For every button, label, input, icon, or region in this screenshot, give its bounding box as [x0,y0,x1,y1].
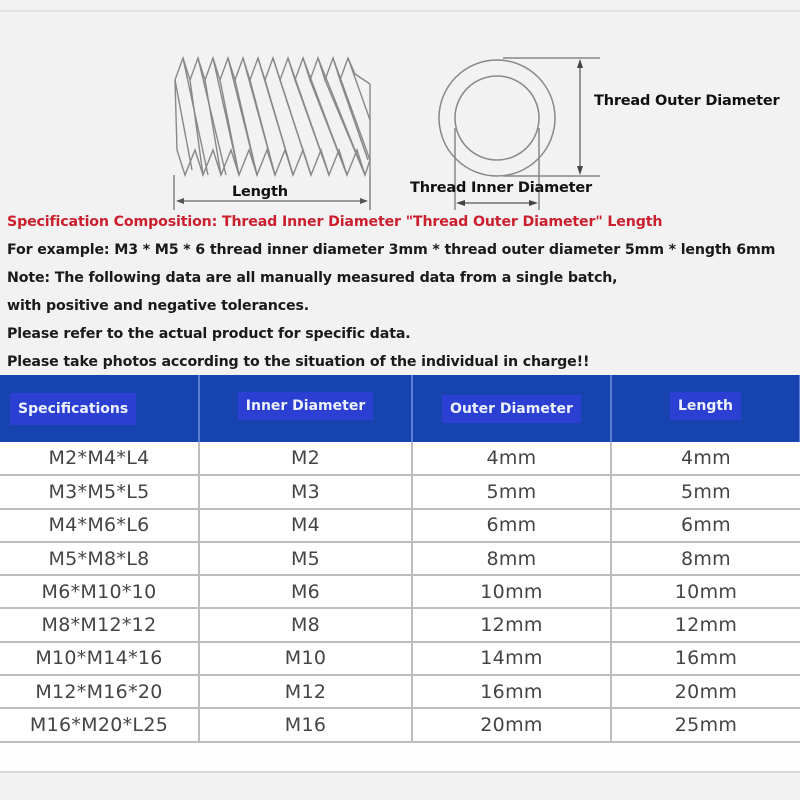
example-line: For example: M3 * M5 * 6 thread inner diameter 3mm * thread outer diameter 5mm * length 6mm [7,242,776,258]
cell-length: 25mm [611,708,800,741]
length-label: Length [232,184,288,200]
cell-outer-diameter: 5mm [412,475,611,508]
cell-specification: M6*M10*10 [0,575,199,608]
table-row [0,708,800,741]
column-header-inner-diameter: Inner Diameter [199,375,412,442]
cell-inner-diameter: M8 [199,608,412,641]
column-header-length: Length [611,375,800,442]
cell-specification: M2*M4*L4 [0,442,199,475]
photos-line: Please take photos according to the situation of the individual in charge!! [7,354,590,370]
cell-outer-diameter: 12mm [412,608,611,641]
column-header-specifications: Specifications [0,375,199,442]
cell-inner-diameter: M16 [199,708,412,741]
table-row [0,542,800,575]
cell-inner-diameter: M4 [199,509,412,542]
outer-diameter-label: Thread Outer Diameter [594,93,780,109]
cell-length: 12mm [611,608,800,641]
cell-specification: M10*M14*16 [0,642,199,675]
bottom-spacer [0,743,800,773]
cell-specification: M4*M6*L6 [0,509,199,542]
refer-line: Please refer to the actual product for specific data. [7,326,411,342]
inner-diameter-label: Thread Inner Diameter [410,180,592,196]
cell-inner-diameter: M2 [199,442,412,475]
inner-diameter-arrow-icon [456,200,538,206]
cell-outer-diameter: 10mm [412,575,611,608]
cell-inner-diameter: M12 [199,675,412,708]
table-row [0,475,800,508]
table-row [0,575,800,608]
cell-outer-diameter: 4mm [412,442,611,475]
cell-length: 8mm [611,542,800,575]
cell-specification: M3*M5*L5 [0,475,199,508]
table-row [0,675,800,708]
cell-inner-diameter: M10 [199,642,412,675]
cell-inner-diameter: M3 [199,475,412,508]
cell-length: 6mm [611,509,800,542]
cell-inner-diameter: M6 [199,575,412,608]
cell-length: 5mm [611,475,800,508]
note-line: Note: The following data are all manually measured data from a single batch, [7,270,618,286]
cell-outer-diameter: 14mm [412,642,611,675]
cell-length: 10mm [611,575,800,608]
specification-composition-title: Specification Composition: Thread Inner Diameter "Thread Outer Diameter" Length [7,214,663,230]
outer-diameter-arrow-icon [577,59,583,175]
cell-length: 16mm [611,642,800,675]
specification-notes [7,212,800,380]
specifications-table [0,375,800,743]
cell-specification: M5*M8*L8 [0,542,199,575]
cell-outer-diameter: 6mm [412,509,611,542]
cell-length: 4mm [611,442,800,475]
table-row [0,442,800,475]
table-row [0,642,800,675]
cell-outer-diameter: 8mm [412,542,611,575]
table-row [0,509,800,542]
cell-length: 20mm [611,675,800,708]
cell-outer-diameter: 16mm [412,675,611,708]
tolerance-line: with positive and negative tolerances. [7,298,309,314]
cell-inner-diameter: M5 [199,542,412,575]
cell-specification: M8*M12*12 [0,608,199,641]
cell-outer-diameter: 20mm [412,708,611,741]
table-row [0,608,800,641]
cell-specification: M16*M20*L25 [0,708,199,741]
dimension-diagram [0,0,800,210]
cell-specification: M12*M16*20 [0,675,199,708]
threaded-insert-side-view-icon [175,58,370,175]
column-header-outer-diameter: Outer Diameter [412,375,611,442]
table-header-row [0,375,800,442]
